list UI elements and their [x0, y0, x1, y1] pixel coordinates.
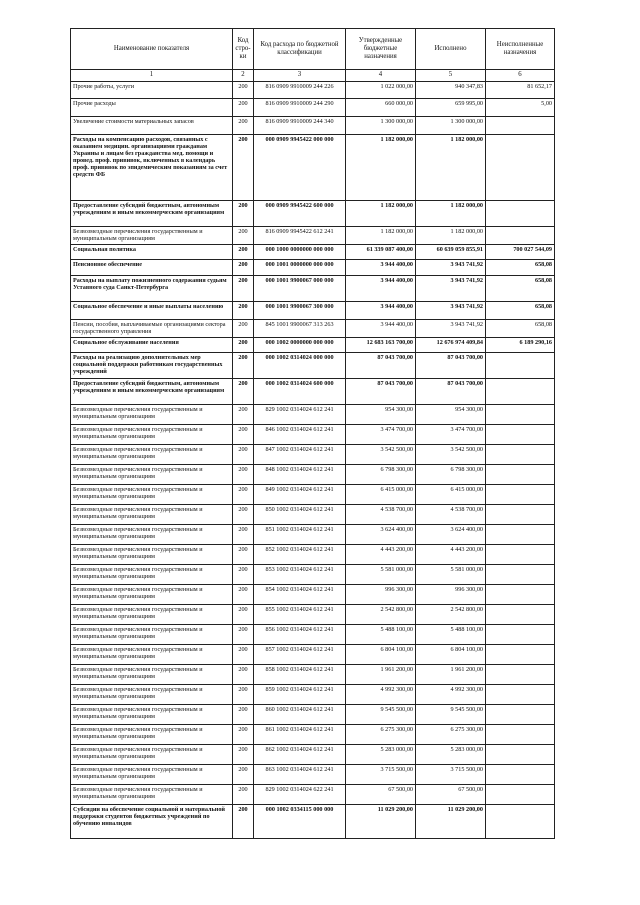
cell-indicator-name: Предоставление субсидий бюджетным, автономным учреждениям и иным некоммерческим организациям [71, 201, 233, 227]
header-approved: Утвержденные бюджетные назначения [346, 29, 416, 70]
cell-executed-amount: 87 043 700,00 [416, 353, 486, 379]
cell-budget-classification: 000 1002 0314024 600 000 [254, 379, 346, 405]
table-row [71, 545, 555, 565]
cell-executed-amount: 3 943 741,92 [416, 260, 486, 276]
cell-budget-classification: 859 1002 0314024 612 241 [254, 685, 346, 705]
cell-unexecuted-amount [486, 465, 555, 485]
table-row [71, 227, 555, 245]
cell-line-code: 200 [233, 705, 254, 725]
table-row [71, 245, 555, 260]
cell-unexecuted-amount [486, 135, 555, 201]
cell-executed-amount: 3 624 400,00 [416, 525, 486, 545]
cell-indicator-name: Безвозмездные перечисления государственным и муниципальным организациям [71, 605, 233, 625]
cell-indicator-name: Социальное обеспечение и иные выплаты населению [71, 302, 233, 320]
cell-indicator-name: Безвозмездные перечисления государственным и муниципальным организациям [71, 465, 233, 485]
cell-executed-amount: 3 474 700,00 [416, 425, 486, 445]
cell-indicator-name: Пенсии, пособия, выплачиваемые организациями сектора государственного управления [71, 320, 233, 338]
cell-approved-amount: 12 683 163 700,00 [346, 338, 416, 353]
cell-approved-amount: 3 715 500,00 [346, 765, 416, 785]
cell-unexecuted-amount: 5,00 [486, 99, 555, 117]
cell-budget-classification: 000 0909 9945422 600 000 [254, 201, 346, 227]
cell-unexecuted-amount [486, 605, 555, 625]
cell-approved-amount: 3 944 400,00 [346, 302, 416, 320]
table-row [71, 565, 555, 585]
cell-line-code: 200 [233, 465, 254, 485]
cell-executed-amount: 996 300,00 [416, 585, 486, 605]
table-row [71, 379, 555, 405]
cell-unexecuted-amount [486, 117, 555, 135]
cell-executed-amount: 5 283 000,00 [416, 745, 486, 765]
cell-approved-amount: 4 992 300,00 [346, 685, 416, 705]
column-number-row [71, 70, 555, 82]
cell-executed-amount: 954 300,00 [416, 405, 486, 425]
cell-approved-amount: 6 804 100,00 [346, 645, 416, 665]
cell-executed-amount: 3 943 741,92 [416, 320, 486, 338]
cell-budget-classification: 816 0909 9910009 244 340 [254, 117, 346, 135]
cell-unexecuted-amount [486, 425, 555, 445]
cell-indicator-name: Безвозмездные перечисления государственным и муниципальным организациям [71, 545, 233, 565]
cell-unexecuted-amount: 658,08 [486, 302, 555, 320]
cell-approved-amount: 3 944 400,00 [346, 276, 416, 302]
budget-execution-table [70, 28, 555, 839]
cell-line-code: 200 [233, 320, 254, 338]
cell-unexecuted-amount [486, 405, 555, 425]
cell-indicator-name: Безвозмездные перечисления государственным и муниципальным организациям [71, 725, 233, 745]
cell-line-code: 200 [233, 135, 254, 201]
table-row [71, 445, 555, 465]
cell-executed-amount: 87 043 700,00 [416, 379, 486, 405]
table-row [71, 725, 555, 745]
cell-approved-amount: 87 043 700,00 [346, 353, 416, 379]
table-row [71, 320, 555, 338]
cell-budget-classification: 861 1002 0314024 612 241 [254, 725, 346, 745]
table-row [71, 82, 555, 99]
cell-indicator-name: Расходы на выплату пожизненного содержания судьям Уставного суда Санкт-Петербурга [71, 276, 233, 302]
cell-budget-classification: 816 0909 9945422 612 241 [254, 227, 346, 245]
cell-executed-amount: 11 029 200,00 [416, 805, 486, 839]
column-number: 1 [71, 70, 233, 82]
table-row [71, 405, 555, 425]
cell-unexecuted-amount [486, 725, 555, 745]
cell-executed-amount: 4 992 300,00 [416, 685, 486, 705]
cell-unexecuted-amount [486, 785, 555, 805]
cell-unexecuted-amount [486, 353, 555, 379]
cell-indicator-name: Расходы на реализацию дополнительных мер социальной поддержки работникам государственных учреждений [71, 353, 233, 379]
cell-indicator-name: Безвозмездные перечисления государственным и муниципальным организациям [71, 645, 233, 665]
cell-indicator-name: Прочие работы, услуги [71, 82, 233, 99]
table-row [71, 99, 555, 117]
cell-unexecuted-amount [486, 705, 555, 725]
cell-executed-amount: 4 538 700,00 [416, 505, 486, 525]
cell-line-code: 200 [233, 765, 254, 785]
cell-executed-amount: 659 995,00 [416, 99, 486, 117]
cell-unexecuted-amount [486, 585, 555, 605]
cell-unexecuted-amount: 700 027 544,09 [486, 245, 555, 260]
cell-approved-amount: 3 474 700,00 [346, 425, 416, 445]
column-number: 2 [233, 70, 254, 82]
cell-indicator-name: Безвозмездные перечисления государственным и муниципальным организациям [71, 765, 233, 785]
table-row [71, 785, 555, 805]
cell-approved-amount: 5 488 100,00 [346, 625, 416, 645]
cell-budget-classification: 852 1002 0314024 612 241 [254, 545, 346, 565]
cell-approved-amount: 996 300,00 [346, 585, 416, 605]
cell-executed-amount: 3 943 741,92 [416, 302, 486, 320]
cell-approved-amount: 9 545 500,00 [346, 705, 416, 725]
cell-budget-classification: 854 1002 0314024 612 241 [254, 585, 346, 605]
cell-budget-classification: 862 1002 0314024 612 241 [254, 745, 346, 765]
header-line-code: Код стро-ки [233, 29, 254, 70]
cell-line-code: 200 [233, 302, 254, 320]
table-body [71, 82, 555, 839]
header-unexecuted: Неисполненные назначения [486, 29, 555, 70]
cell-indicator-name: Безвозмездные перечисления государственным и муниципальным организациям [71, 785, 233, 805]
cell-line-code: 200 [233, 445, 254, 465]
table-row [71, 276, 555, 302]
cell-line-code: 200 [233, 545, 254, 565]
cell-budget-classification: 000 1001 9900067 000 000 [254, 276, 346, 302]
cell-line-code: 200 [233, 227, 254, 245]
cell-executed-amount: 4 443 200,00 [416, 545, 486, 565]
cell-executed-amount: 12 676 974 409,84 [416, 338, 486, 353]
cell-unexecuted-amount [486, 665, 555, 685]
cell-approved-amount: 3 542 500,00 [346, 445, 416, 465]
cell-line-code: 200 [233, 260, 254, 276]
cell-indicator-name: Безвозмездные перечисления государственным и муниципальным организациям [71, 227, 233, 245]
cell-executed-amount: 6 275 300,00 [416, 725, 486, 745]
cell-indicator-name: Безвозмездные перечисления государственным и муниципальным организациям [71, 665, 233, 685]
cell-approved-amount: 1 022 000,00 [346, 82, 416, 99]
cell-indicator-name: Безвозмездные перечисления государственным и муниципальным организациям [71, 485, 233, 505]
cell-unexecuted-amount: 81 652,17 [486, 82, 555, 99]
cell-indicator-name: Безвозмездные перечисления государственным и муниципальным организациям [71, 705, 233, 725]
cell-unexecuted-amount [486, 201, 555, 227]
cell-approved-amount: 1 182 000,00 [346, 227, 416, 245]
cell-line-code: 200 [233, 82, 254, 99]
cell-line-code: 200 [233, 201, 254, 227]
cell-unexecuted-amount [486, 745, 555, 765]
cell-approved-amount: 954 300,00 [346, 405, 416, 425]
cell-line-code: 200 [233, 685, 254, 705]
cell-indicator-name: Безвозмездные перечисления государственным и муниципальным организациям [71, 565, 233, 585]
cell-approved-amount: 61 339 087 400,00 [346, 245, 416, 260]
table-row [71, 745, 555, 765]
cell-line-code: 200 [233, 353, 254, 379]
cell-unexecuted-amount [486, 525, 555, 545]
cell-indicator-name: Безвозмездные перечисления государственным и муниципальным организациям [71, 505, 233, 525]
cell-executed-amount: 6 798 300,00 [416, 465, 486, 485]
cell-unexecuted-amount [486, 765, 555, 785]
table-row [71, 525, 555, 545]
cell-approved-amount: 6 275 300,00 [346, 725, 416, 745]
cell-budget-classification: 848 1002 0314024 612 241 [254, 465, 346, 485]
cell-indicator-name: Безвозмездные перечисления государственным и муниципальным организациям [71, 625, 233, 645]
cell-line-code: 200 [233, 585, 254, 605]
cell-line-code: 200 [233, 525, 254, 545]
table-row [71, 135, 555, 201]
cell-indicator-name: Безвозмездные перечисления государственным и муниципальным организациям [71, 405, 233, 425]
cell-approved-amount: 11 029 200,00 [346, 805, 416, 839]
cell-line-code: 200 [233, 785, 254, 805]
cell-line-code: 200 [233, 379, 254, 405]
table-row [71, 201, 555, 227]
table-row [71, 485, 555, 505]
cell-indicator-name: Расходы на компенсацию расходов, связанных с оказанием медицин. организациями гражданам Украины и лицам без гражданства мед. помощи и провед. проф. прививок, включенных в календарь проф. прививок по эпидемическим показаниям за счет средств ФБ [71, 135, 233, 201]
table-row [71, 465, 555, 485]
table-row [71, 585, 555, 605]
cell-budget-classification: 816 0909 9910009 244 226 [254, 82, 346, 99]
table-row [71, 338, 555, 353]
cell-approved-amount: 1 961 200,00 [346, 665, 416, 685]
cell-unexecuted-amount: 6 189 290,16 [486, 338, 555, 353]
table-row [71, 665, 555, 685]
cell-budget-classification: 856 1002 0314024 612 241 [254, 625, 346, 645]
cell-line-code: 200 [233, 405, 254, 425]
header-classification: Код расхода по бюджетной классификации [254, 29, 346, 70]
cell-indicator-name: Предоставление субсидий бюджетным, автономным учреждениям и иным некоммерческим организациям [71, 379, 233, 405]
cell-indicator-name: Безвозмездные перечисления государственным и муниципальным организациям [71, 745, 233, 765]
cell-approved-amount: 4 443 200,00 [346, 545, 416, 565]
cell-line-code: 200 [233, 805, 254, 839]
cell-executed-amount: 1 182 000,00 [416, 135, 486, 201]
cell-budget-classification: 857 1002 0314024 612 241 [254, 645, 346, 665]
cell-executed-amount: 1 961 200,00 [416, 665, 486, 685]
cell-unexecuted-amount [486, 445, 555, 465]
cell-budget-classification: 853 1002 0314024 612 241 [254, 565, 346, 585]
cell-budget-classification: 000 0909 9945422 000 000 [254, 135, 346, 201]
cell-executed-amount: 67 500,00 [416, 785, 486, 805]
cell-approved-amount: 1 182 000,00 [346, 201, 416, 227]
cell-executed-amount: 5 581 000,00 [416, 565, 486, 585]
cell-unexecuted-amount [486, 645, 555, 665]
table-row [71, 805, 555, 839]
cell-budget-classification: 850 1002 0314024 612 241 [254, 505, 346, 525]
cell-executed-amount: 3 943 741,92 [416, 276, 486, 302]
cell-line-code: 200 [233, 425, 254, 445]
cell-budget-classification: 851 1002 0314024 612 241 [254, 525, 346, 545]
report-page [70, 28, 554, 839]
cell-approved-amount: 87 043 700,00 [346, 379, 416, 405]
cell-indicator-name: Безвозмездные перечисления государственным и муниципальным организациям [71, 525, 233, 545]
cell-line-code: 200 [233, 625, 254, 645]
cell-approved-amount: 3 624 400,00 [346, 525, 416, 545]
cell-unexecuted-amount: 658,08 [486, 320, 555, 338]
cell-executed-amount: 9 545 500,00 [416, 705, 486, 725]
cell-approved-amount: 3 944 400,00 [346, 260, 416, 276]
cell-line-code: 200 [233, 505, 254, 525]
cell-executed-amount: 6 804 100,00 [416, 645, 486, 665]
cell-budget-classification: 000 1001 0000000 000 000 [254, 260, 346, 276]
cell-approved-amount: 6 798 300,00 [346, 465, 416, 485]
cell-unexecuted-amount: 658,08 [486, 260, 555, 276]
table-row [71, 353, 555, 379]
cell-approved-amount: 5 283 000,00 [346, 745, 416, 765]
cell-approved-amount: 1 182 000,00 [346, 135, 416, 201]
cell-budget-classification: 000 1002 0314024 000 000 [254, 353, 346, 379]
cell-indicator-name: Социальная политика [71, 245, 233, 260]
column-number: 5 [416, 70, 486, 82]
cell-budget-classification: 849 1002 0314024 612 241 [254, 485, 346, 505]
cell-budget-classification: 863 1002 0314024 612 241 [254, 765, 346, 785]
cell-line-code: 200 [233, 99, 254, 117]
header-executed: Исполнено [416, 29, 486, 70]
table-row [71, 505, 555, 525]
cell-approved-amount: 1 300 000,00 [346, 117, 416, 135]
cell-line-code: 200 [233, 745, 254, 765]
table-row [71, 645, 555, 665]
cell-executed-amount: 940 347,83 [416, 82, 486, 99]
table-row [71, 425, 555, 445]
cell-budget-classification: 855 1002 0314024 612 241 [254, 605, 346, 625]
table-row [71, 625, 555, 645]
cell-unexecuted-amount [486, 227, 555, 245]
cell-unexecuted-amount [486, 379, 555, 405]
cell-line-code: 200 [233, 338, 254, 353]
cell-budget-classification: 000 1002 0000000 000 000 [254, 338, 346, 353]
table-row [71, 117, 555, 135]
cell-budget-classification: 816 0909 9910009 244 290 [254, 99, 346, 117]
cell-executed-amount: 60 639 059 855,91 [416, 245, 486, 260]
table-row [71, 302, 555, 320]
cell-indicator-name: Субсидии на обеспечение социальной и материальной поддержки студентов бюджетных учреждений по обучению инвалидов [71, 805, 233, 839]
cell-unexecuted-amount [486, 485, 555, 505]
cell-approved-amount: 3 944 400,00 [346, 320, 416, 338]
cell-executed-amount: 3 542 500,00 [416, 445, 486, 465]
cell-line-code: 200 [233, 276, 254, 302]
table-row [71, 765, 555, 785]
cell-approved-amount: 660 000,00 [346, 99, 416, 117]
cell-indicator-name: Социальное обслуживание населения [71, 338, 233, 353]
column-number: 4 [346, 70, 416, 82]
cell-executed-amount: 5 488 100,00 [416, 625, 486, 645]
cell-line-code: 200 [233, 725, 254, 745]
cell-unexecuted-amount [486, 685, 555, 705]
column-number: 6 [486, 70, 555, 82]
table-row [71, 260, 555, 276]
cell-budget-classification: 845 1001 9900067 313 263 [254, 320, 346, 338]
cell-unexecuted-amount [486, 545, 555, 565]
cell-line-code: 200 [233, 665, 254, 685]
column-number: 3 [254, 70, 346, 82]
cell-approved-amount: 6 415 000,00 [346, 485, 416, 505]
cell-unexecuted-amount [486, 505, 555, 525]
cell-indicator-name: Безвозмездные перечисления государственным и муниципальным организациям [71, 425, 233, 445]
cell-executed-amount: 3 715 500,00 [416, 765, 486, 785]
cell-line-code: 200 [233, 605, 254, 625]
cell-budget-classification: 858 1002 0314024 612 241 [254, 665, 346, 685]
table-header-row [71, 29, 555, 70]
cell-unexecuted-amount [486, 565, 555, 585]
cell-indicator-name: Безвозмездные перечисления государственным и муниципальным организациям [71, 685, 233, 705]
cell-budget-classification: 846 1002 0314024 612 241 [254, 425, 346, 445]
header-name: Наименование показателя [71, 29, 233, 70]
cell-line-code: 200 [233, 565, 254, 585]
cell-indicator-name: Пенсионное обеспечение [71, 260, 233, 276]
cell-budget-classification: 000 1000 0000000 000 000 [254, 245, 346, 260]
cell-executed-amount: 1 300 000,00 [416, 117, 486, 135]
cell-indicator-name: Прочие расходы [71, 99, 233, 117]
cell-indicator-name: Безвозмездные перечисления государственным и муниципальным организациям [71, 445, 233, 465]
cell-approved-amount: 67 500,00 [346, 785, 416, 805]
cell-line-code: 200 [233, 485, 254, 505]
cell-indicator-name: Увеличение стоимости материальных запасов [71, 117, 233, 135]
cell-line-code: 200 [233, 245, 254, 260]
cell-budget-classification: 000 1001 9900067 300 000 [254, 302, 346, 320]
cell-approved-amount: 5 581 000,00 [346, 565, 416, 585]
cell-executed-amount: 1 182 000,00 [416, 201, 486, 227]
cell-approved-amount: 4 538 700,00 [346, 505, 416, 525]
cell-budget-classification: 829 1002 0314024 612 241 [254, 405, 346, 425]
cell-executed-amount: 6 415 000,00 [416, 485, 486, 505]
cell-line-code: 200 [233, 645, 254, 665]
cell-executed-amount: 2 542 800,00 [416, 605, 486, 625]
table-row [71, 685, 555, 705]
cell-line-code: 200 [233, 117, 254, 135]
cell-budget-classification: 000 1002 0334115 000 000 [254, 805, 346, 839]
cell-budget-classification: 829 1002 0314024 622 241 [254, 785, 346, 805]
cell-executed-amount: 1 182 000,00 [416, 227, 486, 245]
cell-indicator-name: Безвозмездные перечисления государственным и муниципальным организациям [71, 585, 233, 605]
cell-unexecuted-amount [486, 805, 555, 839]
cell-unexecuted-amount: 658,08 [486, 276, 555, 302]
cell-budget-classification: 847 1002 0314024 612 241 [254, 445, 346, 465]
cell-unexecuted-amount [486, 625, 555, 645]
cell-approved-amount: 2 542 800,00 [346, 605, 416, 625]
table-row [71, 605, 555, 625]
table-row [71, 705, 555, 725]
cell-budget-classification: 860 1002 0314024 612 241 [254, 705, 346, 725]
